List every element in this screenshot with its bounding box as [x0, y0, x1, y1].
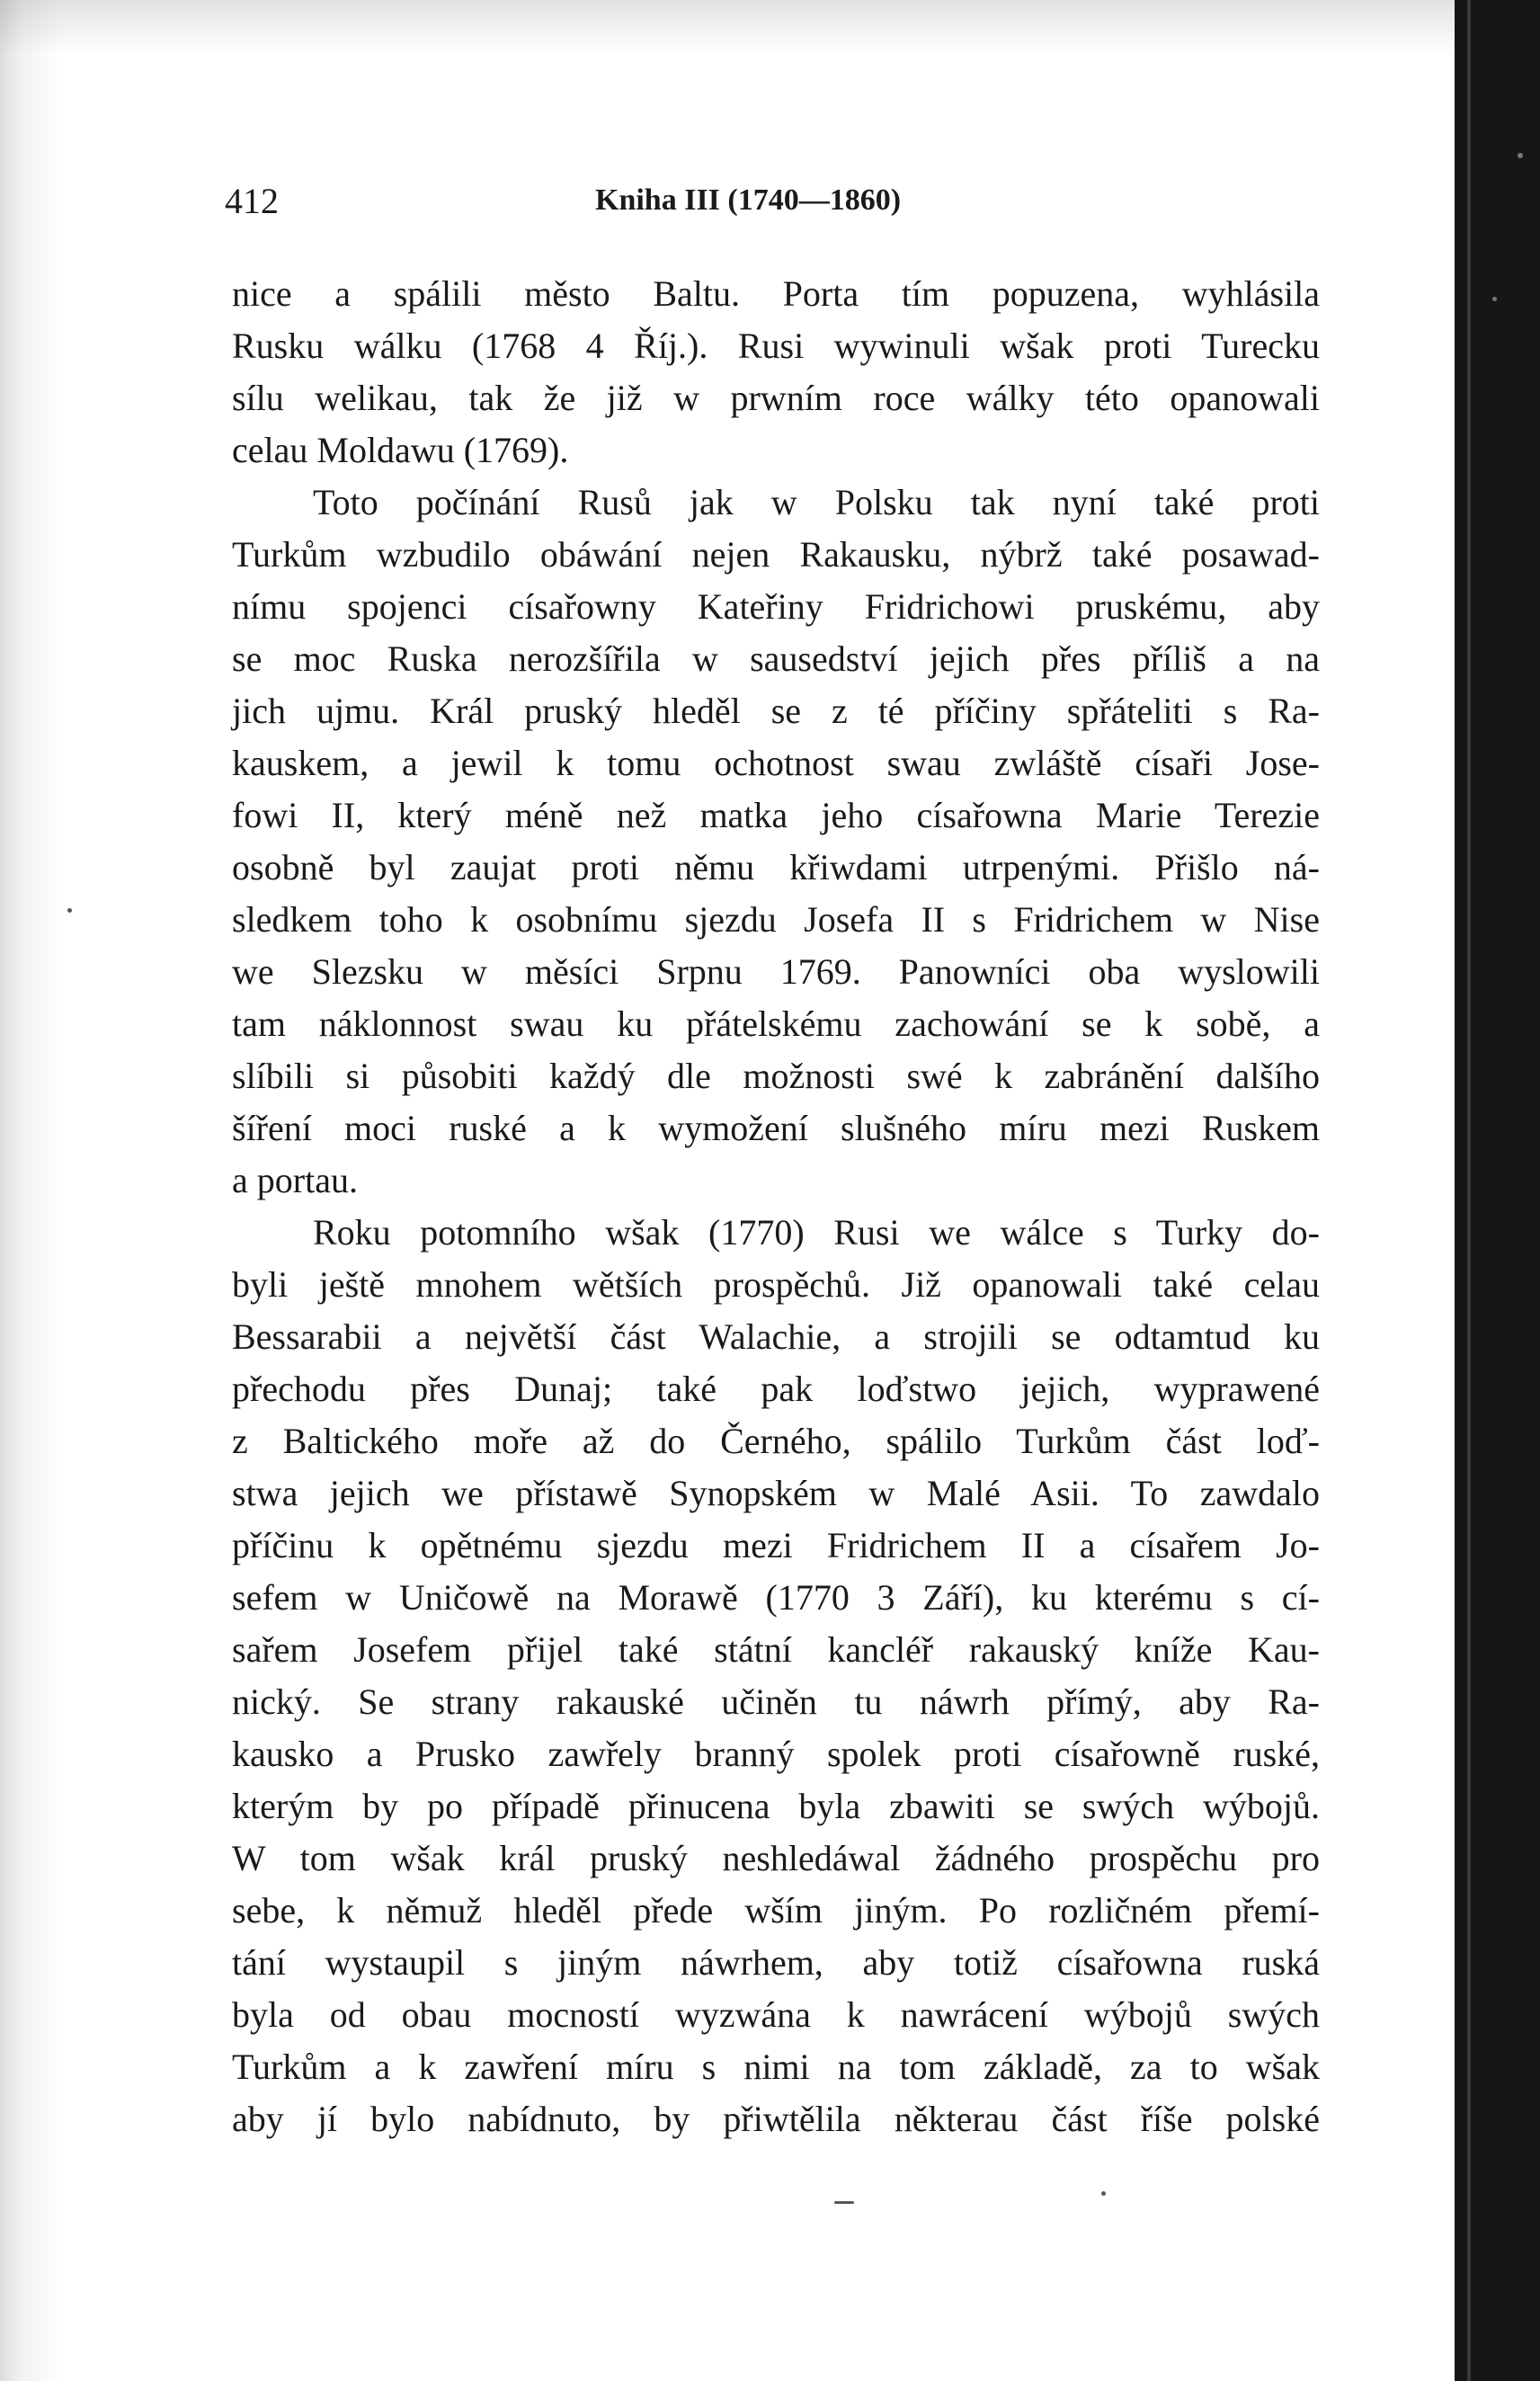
text-line: Turkům wzbudilo obáwání nejen Rakausku, nýbrž také posawad-: [232, 534, 1320, 575]
paragraph-start-line: Toto počínání Rusů jak w Polsku tak nyní také proti: [313, 482, 1320, 522]
text-line: sebe, k němuž hleděl přede wším jiným. Po rozličném přemí-: [232, 1890, 1320, 1931]
text-line: příčinu k opětnému sjezdu mezi Fridrichem II a císařem Jo-: [232, 1525, 1320, 1565]
text-line: jich ujmu. Král pruský hleděl se z té příčiny spřáteliti s Ra-: [232, 691, 1320, 731]
text-line: byli ještě mnohem wětších prospěchů. Již opanowali také celau: [232, 1264, 1320, 1305]
text-line: we Slezsku w měsíci Srpnu 1769. Panowníci oba wyslowili: [232, 951, 1320, 992]
text-line: kausko a Prusko zawřely branný spolek proti císařowně ruské,: [232, 1734, 1320, 1774]
text-line: fowi II, který méně než matka jeho císařowna Marie Terezie: [232, 795, 1320, 835]
scan-speck: [834, 2201, 854, 2204]
scan-speck: [1492, 297, 1497, 301]
text-line: byla od obau mocností wyzwána k nawrácení wýbojů swých: [232, 1994, 1320, 2035]
page-number: 412: [225, 181, 279, 221]
text-line: Turkům a k zawření míru s nimi na tom základě, za to wšak: [232, 2047, 1320, 2087]
text-line: Bessarabii a největší část Walachie, a strojili se odtamtud ku: [232, 1316, 1320, 1357]
text-line: W tom wšak král pruský neshledáwal žádného prospěchu pro: [232, 1838, 1320, 1878]
text-line: sefem w Uničowě na Morawě (1770 3 Září), ku kterému s cí-: [232, 1577, 1320, 1618]
page-header: [225, 180, 1322, 234]
page-edge-line: [1467, 0, 1471, 2381]
text-line: z Baltického moře až do Černého, spálilo Turkům část loď-: [232, 1421, 1320, 1461]
text-line: tání wystaupil s jiným náwrhem, aby totiž císařowna ruská: [232, 1942, 1320, 1983]
text-line: stwa jejich we přístawě Synopském w Malé Asii. To zawdalo: [232, 1473, 1320, 1513]
body-text: [232, 268, 1320, 2145]
text-line: sařem Josefem přijel také státní kancléř rakauský kníže Kau-: [232, 1629, 1320, 1670]
text-line: se moc Ruska nerozšířila w sausedství jejich přes příliš a na: [232, 638, 1320, 679]
text-line: nický. Se strany rakauské učiněn tu náwrh přímý, aby Ra-: [232, 1681, 1320, 1722]
text-line: šíření moci ruské a k wymožení slušného míru mezi Ruskem: [232, 1108, 1320, 1148]
text-line: sledkem toho k osobnímu sjezdu Josefa II s Fridrichem w Nise: [232, 899, 1320, 940]
running-head: Kniha III (1740—1860): [595, 183, 902, 217]
text-line: nímu spojenci císařowny Kateřiny Fridrichowi pruskému, aby: [232, 586, 1320, 627]
scan-speck: [1101, 2191, 1106, 2196]
text-line: kauskem, a jewil k tomu ochotnost swau zwláště císaři Jose-: [232, 743, 1320, 783]
text-line: slíbili si působiti každý dle možnosti swé k zabránění dalšího: [232, 1056, 1320, 1096]
text-line: a portau.: [232, 1160, 358, 1200]
text-line: celau Moldawu (1769).: [232, 430, 569, 470]
text-line: nice a spálili město Baltu. Porta tím popuzena, wyhlásila: [232, 273, 1320, 314]
paragraph-start-line: Roku potomního wšak (1770) Rusi we wálce s Turky do-: [313, 1212, 1320, 1253]
text-line: sílu welikau, tak že již w prwním roce wálky této opanowali: [232, 378, 1320, 418]
text-line: kterým by po případě přinucena byla zbawiti se swých wýbojů.: [232, 1786, 1320, 1826]
scan-speck: [67, 908, 72, 913]
text-line: osobně byl zaujat proti němu křiwdami utrpenými. Přišlo ná-: [232, 847, 1320, 887]
text-line: aby jí bylo nabídnuto, by přiwtělila některau část říše polské: [232, 2099, 1320, 2139]
text-line: tam náklonnost swau ku přátelskému zachowání se k sobě, a: [232, 1003, 1320, 1044]
scan-speck: [1518, 153, 1523, 158]
text-line: Rusku wálku (1768 4 Říj.). Rusi wywinuli wšak proti Turecku: [232, 325, 1320, 366]
text-line: přechodu přes Dunaj; také pak loďstwo jejich, wyprawené: [232, 1369, 1320, 1409]
